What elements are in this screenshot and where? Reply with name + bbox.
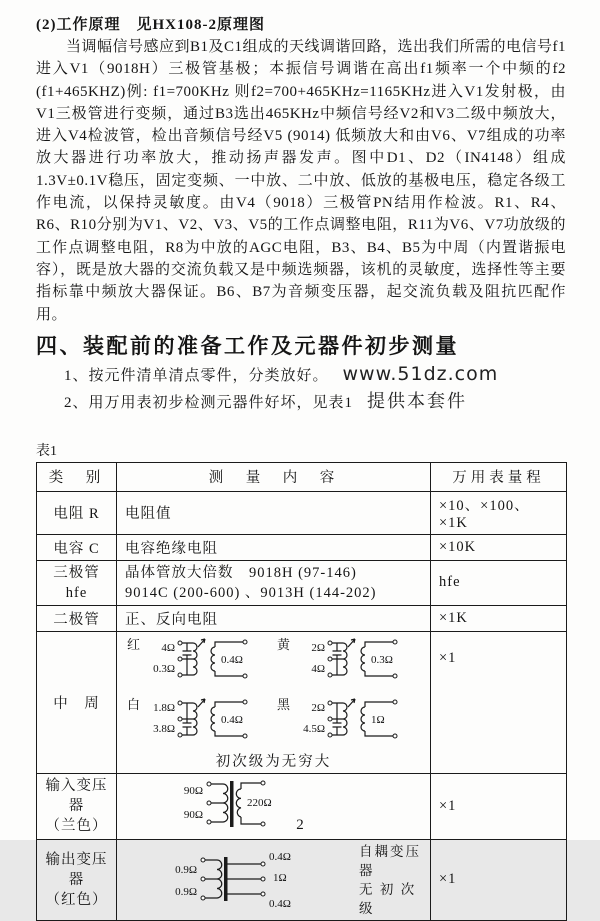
output-transformer-notes xyxy=(359,842,422,918)
svg-text:4Ω: 4Ω xyxy=(161,641,175,654)
diode-range: ×1K xyxy=(431,605,567,631)
svg-text:2Ω: 2Ω xyxy=(311,701,325,714)
output-transformer-category-line1: 输出变压器 xyxy=(45,851,108,888)
table-row-if-transformer xyxy=(37,631,567,773)
if-transformer-diagram-yellow xyxy=(275,634,425,692)
if-transformer-category: 中 周 xyxy=(37,631,117,773)
header-category: 类 别 xyxy=(37,462,117,491)
svg-text:1Ω: 1Ω xyxy=(273,871,287,884)
output-transformer-category-line2: （红色） xyxy=(45,891,108,908)
input-transformer-category-line1: 输入变压器 xyxy=(45,778,108,815)
transistor-category xyxy=(37,560,117,605)
if-transformer-note: 初次级为无穷大 xyxy=(215,753,332,770)
output-transformer-note-line1: 自耦变压器 xyxy=(359,843,421,878)
section-heading: 四、装配前的准备工作及元器件初步测量 xyxy=(36,333,459,358)
svg-text:90Ω: 90Ω xyxy=(183,784,203,797)
svg-text:0.4Ω: 0.4Ω xyxy=(269,897,291,910)
table-row-diode xyxy=(37,605,567,631)
svg-text:0.4Ω: 0.4Ω xyxy=(221,653,243,666)
header-content: 测 量 内 容 xyxy=(117,462,431,491)
svg-text:白: 白 xyxy=(127,696,142,712)
transistor-content xyxy=(117,560,431,605)
table-row-transistor xyxy=(37,560,567,605)
resistor-content: 电阻值 xyxy=(117,491,431,534)
transistor-range: hfe xyxy=(431,560,567,605)
svg-text:黄: 黄 xyxy=(277,636,292,652)
table-row-capacitor xyxy=(37,534,567,560)
svg-text:4.5Ω: 4.5Ω xyxy=(303,722,325,735)
output-transformer-range: ×1 xyxy=(431,839,567,920)
svg-text:红: 红 xyxy=(127,636,142,652)
if-transformer-diagram-white xyxy=(125,694,275,752)
watermark-url: www.51dz.com xyxy=(342,362,499,385)
if-transformer-diagrams xyxy=(125,634,422,752)
working-principle-subtitle: (2)工作原理 见HX108-2原理图 xyxy=(36,17,265,33)
svg-text:0.4Ω: 0.4Ω xyxy=(269,850,291,863)
transistor-category-line1: 三极管 xyxy=(53,564,100,581)
output-transformer-category xyxy=(37,839,117,920)
header-range: 万用表量程 xyxy=(431,462,567,491)
if-transformer-content xyxy=(117,631,431,773)
table-row-output-transformer xyxy=(37,839,567,920)
watermark-caption: 提供本套件 xyxy=(367,390,468,412)
list-item-1 xyxy=(36,361,566,389)
input-transformer-category-line2: （兰色） xyxy=(45,818,108,835)
list-item-1-text: 1、按元件清单清点零件，分类放好。 xyxy=(64,367,329,384)
output-transformer-note-line2: 无 初 次 级 xyxy=(359,881,417,916)
capacitor-range: ×10K xyxy=(431,534,567,560)
if-transformer-range: ×1 xyxy=(431,631,567,773)
transistor-category-line2: hfe xyxy=(65,584,88,601)
table-label: 表1 xyxy=(36,443,57,459)
transistor-content-line2: 9014C (200-600) 、9013H (144-202) xyxy=(125,584,377,601)
svg-text:0.9Ω: 0.9Ω xyxy=(175,863,197,876)
table-row-resistor xyxy=(37,491,567,534)
svg-text:220Ω: 220Ω xyxy=(247,796,272,809)
diode-category: 二极管 xyxy=(37,605,117,631)
svg-text:1.8Ω: 1.8Ω xyxy=(153,701,175,714)
svg-text:2Ω: 2Ω xyxy=(311,641,325,654)
svg-text:0.3Ω: 0.3Ω xyxy=(153,662,175,675)
working-principle-paragraph: 当调幅信号感应到B1及C1组成的天线调谐回路，选出我们所需的电信号f1进入V1（9018H）三极管基极；本振信号调谐在高出f1频率一个中频的f2 (f1+465KHZ)例: f1=700KHz 则f2=700+465KHz=1165KHz进入V1发射极，由V1三极管进行变频，通过B3选出465KHz中频信号经V2和V3二级中频放大，进入V4检波管，检出音频信号经V5 (9014) 低频放大和由V6、V7组成的功率放大器进行功率放大，推动扬声器发声。图中D1、D2（IN4148）组成1.3V±0.1V稳压，固定变频、一中放、二中放、低放的基极电压，稳定各级工作电流，以保持灵敏度。由V4（9018）三极管PN结用作检波。R1、R4、R6、R10分别为V1、V2、V3、V5的工作点调整电阻，R11为V6、V7功放级的工作点调整电阻，R8为中放的AGC电阻，B3、B4、B5为中周（内置谐振电容），既是放大器的交流负载又是中频选频器，该机的灵敏度，选择性等主要指标靠中频放大器保证。B6、B7为音频变压器，起交流负载及阻抗匹配作用。 xyxy=(36,39,567,323)
svg-text:0.3Ω: 0.3Ω xyxy=(371,653,393,666)
capacitor-category: 电容 C xyxy=(37,534,117,560)
list-item-2-text: 2、用万用表初步检测元器件好坏，见表1 xyxy=(64,394,354,411)
list-item-2 xyxy=(36,389,566,416)
transistor-content-line1: 晶体管放大倍数 9018H (97-146) xyxy=(125,564,357,581)
diode-content: 正、反向电阻 xyxy=(117,605,431,631)
output-transformer-content xyxy=(117,839,431,920)
input-transformer-range: ×1 xyxy=(431,773,567,839)
svg-text:3.8Ω: 3.8Ω xyxy=(153,722,175,735)
svg-text:0.4Ω: 0.4Ω xyxy=(221,713,243,726)
table-header-row xyxy=(37,462,567,491)
page-number: 2 xyxy=(296,817,304,833)
measurement-table xyxy=(36,462,567,921)
svg-text:90Ω: 90Ω xyxy=(183,808,203,821)
svg-text:1Ω: 1Ω xyxy=(371,713,385,726)
svg-text:黑: 黑 xyxy=(277,696,292,712)
resistor-category: 电阻 R xyxy=(37,491,117,534)
svg-text:4Ω: 4Ω xyxy=(311,662,325,675)
resistor-range: ×10、×100、×1K xyxy=(431,491,567,534)
output-transformer-diagram xyxy=(153,848,323,912)
svg-text:0.9Ω: 0.9Ω xyxy=(175,885,197,898)
capacitor-content: 电容绝缘电阻 xyxy=(117,534,431,560)
if-transformer-diagram-red xyxy=(125,634,275,692)
if-transformer-diagram-black xyxy=(275,694,425,752)
